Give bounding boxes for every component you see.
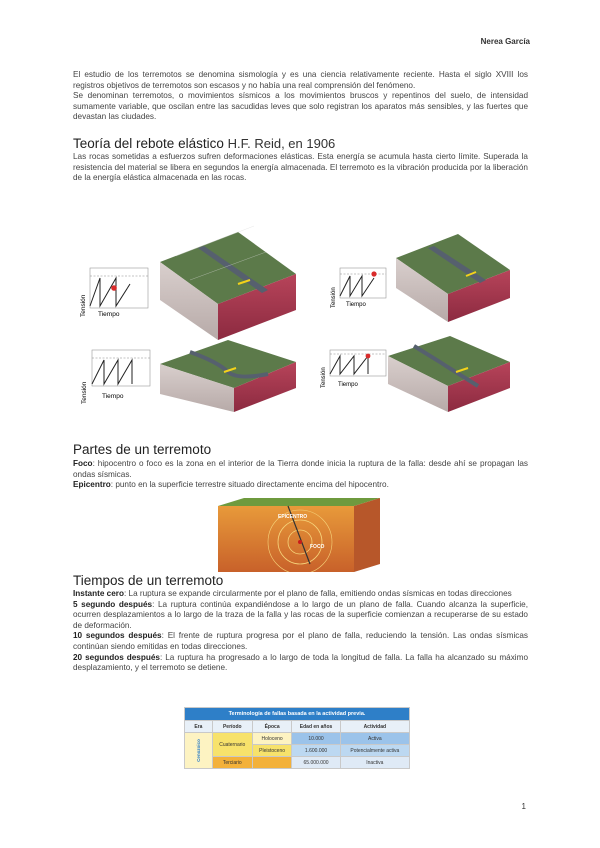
time-label-1: 5 segundo después xyxy=(73,599,153,609)
axis-label-x-2: Tiempo xyxy=(346,302,366,308)
table-cell-epoca: Pleistoceno xyxy=(252,745,292,757)
fault-block-3 xyxy=(160,340,296,412)
table-row xyxy=(185,733,410,745)
parts-section xyxy=(73,442,528,491)
table-title: Terminología de fallas basada en la actividad previa. xyxy=(185,708,410,721)
epicentro-paragraph xyxy=(73,480,528,491)
fault-block-1 xyxy=(160,226,296,340)
table-header-edad: Edad en años xyxy=(292,721,340,733)
stress-graph-2 xyxy=(331,268,386,308)
rebound-subtitle: H.F. Reid, en 1906 xyxy=(227,135,336,151)
foco-label: Foco xyxy=(73,459,93,468)
axis-label-x-3: Tiempo xyxy=(102,393,124,400)
intro-paragraph-1: El estudio de los terremotos se denomina sismología y es una ciencia relativamente reciente. Hasta el siglo XVIII los registros objetivos de terremotos son escasos y no había una real comprensión del fenómeno. xyxy=(73,70,528,90)
rebound-heading xyxy=(73,136,528,151)
table-row xyxy=(185,757,410,769)
axis-label-y-2: Tensión xyxy=(331,287,337,308)
axis-label-y-4: Tensión xyxy=(321,367,327,388)
table-header-periodo: Período xyxy=(212,721,252,733)
time-text-3: : La ruptura ha progresado a lo largo de toda la longitud de falla. La falla ha alcanzado su máximo desplazamiento, y el terremoto se detiene. xyxy=(73,652,528,673)
table-cell-epoca: Holoceno xyxy=(252,733,292,745)
axis-label-x-4: Tiempo xyxy=(338,382,358,388)
time-text-2: : El frente de ruptura progresa por el plano de falla, reduciendo la tensión. Las ondas sísmicas continúan siendo emitidas en todas direcciones. xyxy=(73,631,528,651)
page-number: 1 xyxy=(521,802,526,811)
table-header-actividad: Actividad xyxy=(340,721,409,733)
time-text-0: : La ruptura se expande circularmente por el plano de falla, emitiendo ondas sísmicas en todas direcciones xyxy=(123,589,512,598)
table-era-text: Cenozoico xyxy=(195,739,201,762)
table-cell-periodo: Cuaternario xyxy=(212,733,252,757)
foco-text: : hipocentro o foco es la zona en el interior de la Tierra donde inicia la ruptura de la falla: desde ahí se propagan las ondas sísmicas. xyxy=(73,459,528,479)
author-name: Nerea García xyxy=(480,37,530,46)
stress-graph-3 xyxy=(81,350,150,404)
axis-label-y-3: Tensión xyxy=(81,381,88,404)
time-item-0 xyxy=(73,589,528,600)
table-cell-periodo: Terciario xyxy=(212,757,252,769)
rebound-text: Las rocas sometidas a esfuerzos sufren deformaciones elásticas. Esta energía se acumula hasta cierto límite. Superada la resistencia del material se libera en segundos la energía almacenada. El terremoto es la vibración producida por la liberación de la energía elástica almacenada en las rocas. xyxy=(73,151,528,183)
time-item-1 xyxy=(73,600,528,632)
fault-block-4 xyxy=(388,336,510,412)
table-header-era: Era xyxy=(185,721,213,733)
table-cell-actividad: Potencialmente activa xyxy=(340,745,409,757)
table-cell-epoca xyxy=(252,757,292,769)
stress-graph-4 xyxy=(321,350,386,388)
parts-title: Partes de un terremoto xyxy=(73,442,212,457)
table-cell-edad: 1.600.000 xyxy=(292,745,340,757)
epicentro-label: Epicentro xyxy=(73,480,111,490)
document-body xyxy=(73,70,528,184)
table-cell-era xyxy=(185,733,213,769)
axis-label-x-1: Tiempo xyxy=(98,311,120,318)
times-section xyxy=(73,573,528,674)
table-cell-edad: 10.000 xyxy=(292,733,340,745)
earthquake-cross-section-figure xyxy=(214,496,384,572)
fig-label-foco: FOCO xyxy=(310,544,325,550)
elastic-rebound-figure xyxy=(78,222,518,412)
axis-label-y-1: Tensión xyxy=(80,294,87,317)
intro-paragraph-2: Se denominan terremotos, o movimientos sísmicos a los movimientos bruscos y repentinos del suelo, de intensidad sumamente variable, que oscilan entre las sacudidas leves que solo registran los aparatos más sensibles, y las fuertes que devastan las ciudades. xyxy=(73,91,528,122)
time-item-3 xyxy=(73,653,528,674)
fig-label-epicentro: EPICENTRO xyxy=(278,514,308,520)
times-title: Tiempos de un terremoto xyxy=(73,573,224,588)
table-cell-edad: 65.000.000 xyxy=(292,757,340,769)
rebound-title: Teoría del rebote elástico xyxy=(73,135,224,151)
fault-block-2 xyxy=(396,234,510,322)
stress-graph-1 xyxy=(80,268,148,318)
table-header-epoca: Época xyxy=(252,721,292,733)
time-label-2: 10 segundos después xyxy=(73,631,162,641)
fault-terminology-table xyxy=(184,707,410,769)
table-cell-actividad: Inactiva xyxy=(340,757,409,769)
time-label-3: 20 segundos después xyxy=(73,652,160,662)
time-label-0: Instante cero xyxy=(73,589,124,598)
time-text-1: : La ruptura continúa expandiéndose a lo largo de un plano de falla. Cuando alcanza la superficie, ocurren desplazamientos a lo largo de la traza de la falla y las rocas de la superficie comienzan a recuperarse de su estado de deformación. xyxy=(73,599,529,630)
epicentro-text: : punto en la superficie terrestre situado directamente encima del hipocentro. xyxy=(110,480,389,490)
time-item-2 xyxy=(73,631,528,652)
table-cell-actividad: Activa xyxy=(340,733,409,745)
foco-paragraph xyxy=(73,459,528,480)
